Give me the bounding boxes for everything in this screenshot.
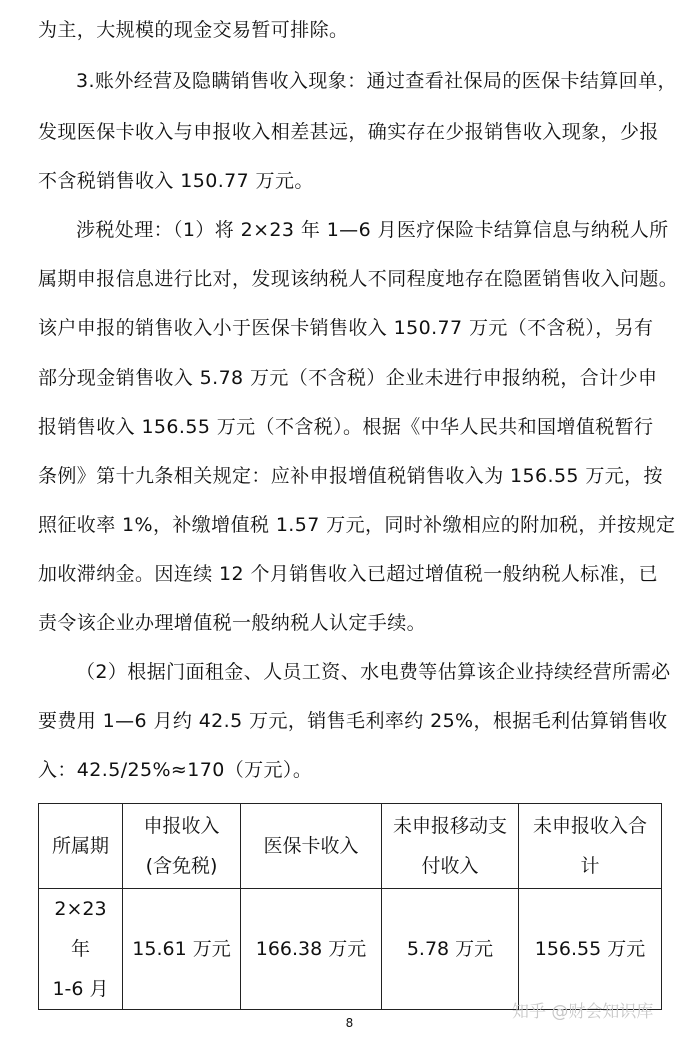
paragraph-line: 3.账外经营及隐瞒销售收入现象：通过查看社保局的医保卡结算回单， [76,70,677,92]
header-undeclared-total: 未申报收入合 计 [519,804,662,889]
cell-medical-card-income: 166.38 万元 [241,889,382,1010]
zhihu-watermark: 知乎 @财会知识库 [512,1002,654,1022]
paragraph-line: 涉税处理：（1）将 2×23 年 1—6 月医疗保险卡结算信息与纳税人所 [76,219,669,241]
paragraph-line: 入：42.5/25%≈170（万元）。 [38,759,313,781]
paragraph-line: 照征收率 1%，补缴增值税 1.57 万元，同时补缴相应的附加税，并按规定 [38,514,676,536]
cell-undeclared-total: 156.55 万元 [519,889,662,1010]
paragraph-line: 部分现金销售收入 5.78 万元（不含税）企业未进行申报纳税，合计少申 [38,367,658,389]
table-row [39,889,662,1010]
header-medical-card-income: 医保卡收入 [241,804,382,889]
cell-undeclared-mobile-payment: 5.78 万元 [382,889,519,1010]
paragraph-line: 加收滞纳金。因连续 12 个月销售收入已超过增值税一般纳税人标准，已 [38,563,658,585]
paragraph-line: 条例》第十九条相关规定：应补申报增值税销售收入为 156.55 万元，按 [38,465,663,487]
header-undeclared-mobile-payment: 未申报移动支 付收入 [382,804,519,889]
income-comparison-table [38,803,662,1010]
cell-period: 2×23 年 1-6 月 [39,889,123,1010]
paragraph-line: 要费用 1—6 月约 42.5 万元，销售毛利率约 25%，根据毛利估算销售收 [38,710,668,732]
paragraph-line: 报销售收入 156.55 万元（不含税）。根据《中华人民共和国增值税暂行 [38,416,654,438]
cell-declared-income: 15.61 万元 [123,889,241,1010]
header-declared-income: 申报收入 (含免税) [123,804,241,889]
table-header-row [39,804,662,889]
paragraph-line: 为主，大规模的现金交易暂可排除。 [38,19,349,41]
paragraph-line: 不含税销售收入 150.77 万元。 [38,170,314,192]
paragraph-line: （2）根据门面租金、人员工资、水电费等估算该企业持续经营所需必 [76,661,671,683]
paragraph-line: 属期申报信息进行比对，发现该纳税人不同程度地存在隐匿销售收入问题。 [38,268,679,290]
header-period: 所属期 [39,804,123,889]
page-number: 8 [345,1016,354,1030]
paragraph-line: 发现医保卡收入与申报收入相差甚远，确实存在少报销售收入现象，少报 [38,121,659,143]
paragraph-line: 该户申报的销售收入小于医保卡销售收入 150.77 万元（不含税），另有 [38,317,654,339]
paragraph-line: 责令该企业办理增值税一般纳税人认定手续。 [38,612,427,634]
